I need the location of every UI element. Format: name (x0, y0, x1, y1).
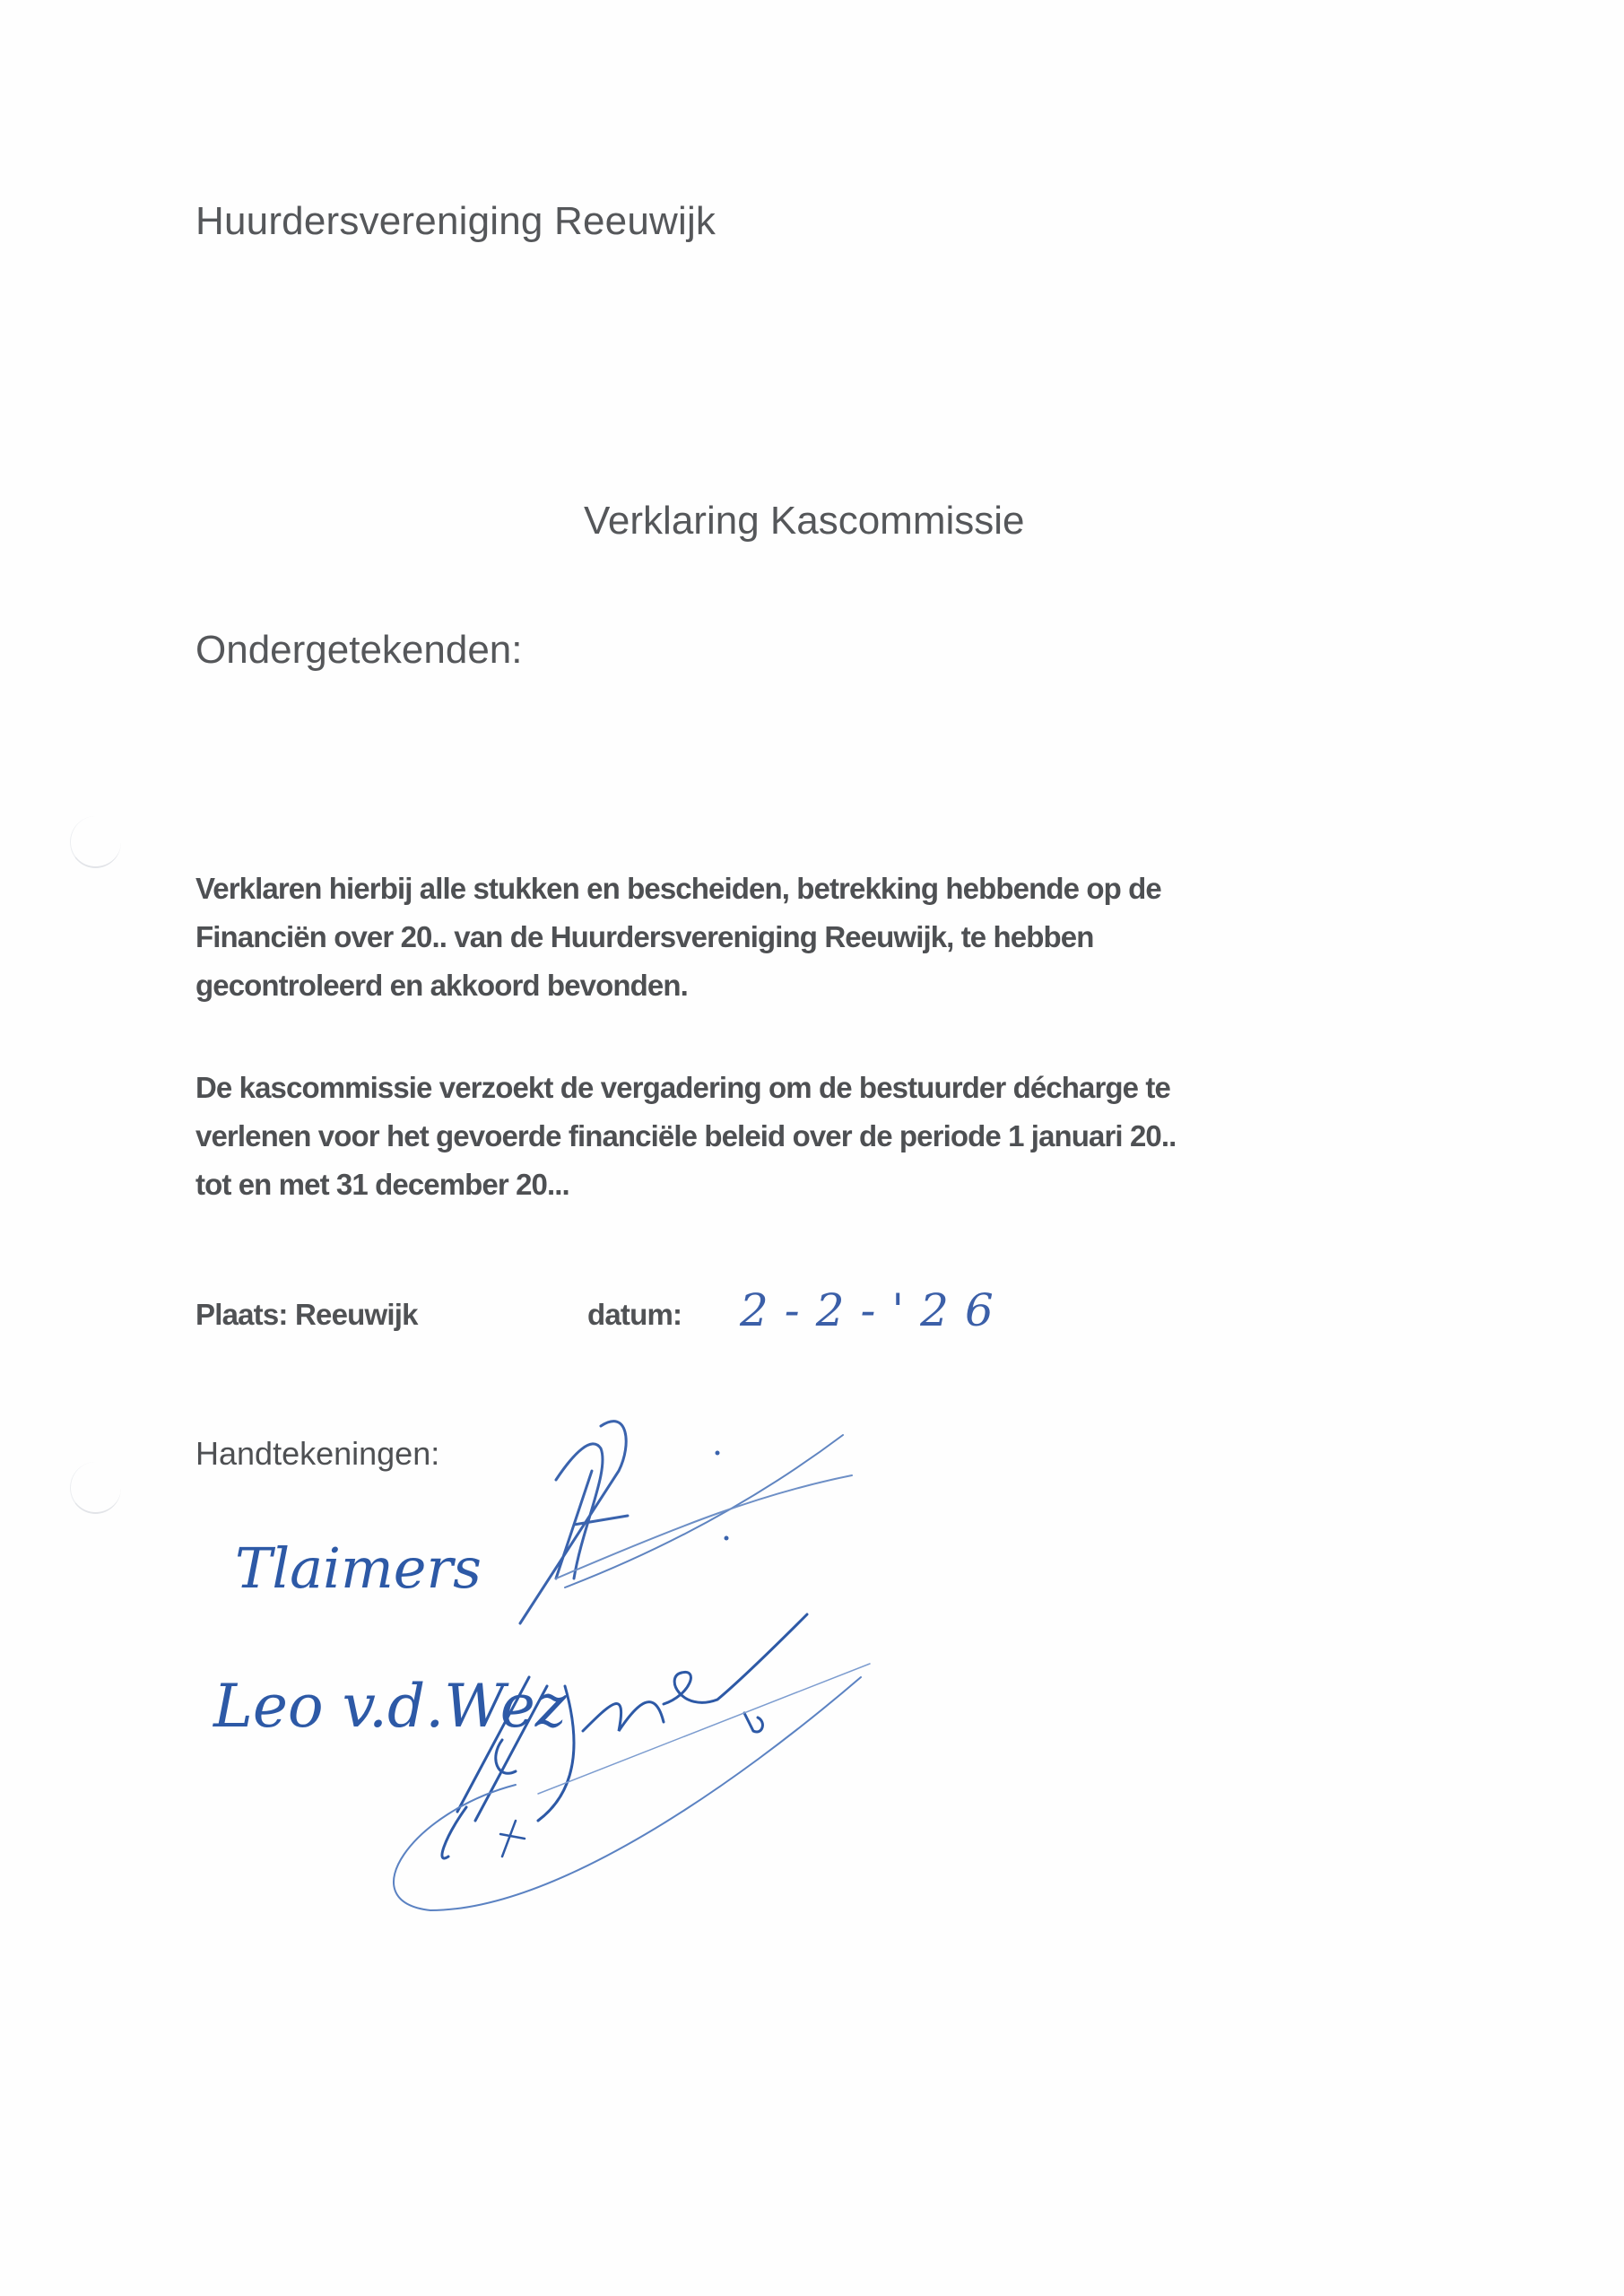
place-label: Plaats: Reeuwijk (195, 1298, 418, 1331)
discharge-request-paragraph (195, 1064, 1451, 1209)
paragraph-line: gecontroleerd en akkoord bevonden. (195, 969, 688, 1002)
paragraph-line: De kascommissie verzoekt de vergadering om de bestuurder décharge te (195, 1071, 1170, 1104)
paragraph-line: verlenen voor het gevoerde financiële beleid over de periode 1 januari 20.. (195, 1119, 1177, 1152)
declaration-paragraph (195, 865, 1451, 1010)
handwritten-name-1: Tlaimers (235, 1535, 482, 1601)
signature-scribble-1 (520, 1422, 852, 1623)
signatures-label: Handtekeningen: (195, 1435, 440, 1472)
document-title: Verklaring Kascommissie (584, 499, 1025, 543)
paragraph-line: Verklaren hierbij alle stukken en bescheiden, betrekking hebbende op de (195, 872, 1161, 905)
undersigned-label: Ondergetekenden: (195, 628, 523, 672)
hole-punch-mark (70, 1462, 121, 1514)
date-label: datum: (587, 1298, 682, 1331)
organization-name: Huurdersvereniging Reeuwijk (195, 199, 716, 243)
handwritten-name-2: Leo v.d.Wez (213, 1672, 567, 1741)
handwritten-date: 2-2-'26 (740, 1284, 1010, 1336)
paragraph-line: Financiën over 20.. van de Huurdersvereniging Reeuwijk, te hebben (195, 920, 1094, 953)
hole-punch-mark (70, 816, 121, 868)
paragraph-line: tot en met 31 december 20... (195, 1168, 569, 1201)
signature-scribble-2 (394, 1614, 870, 1910)
